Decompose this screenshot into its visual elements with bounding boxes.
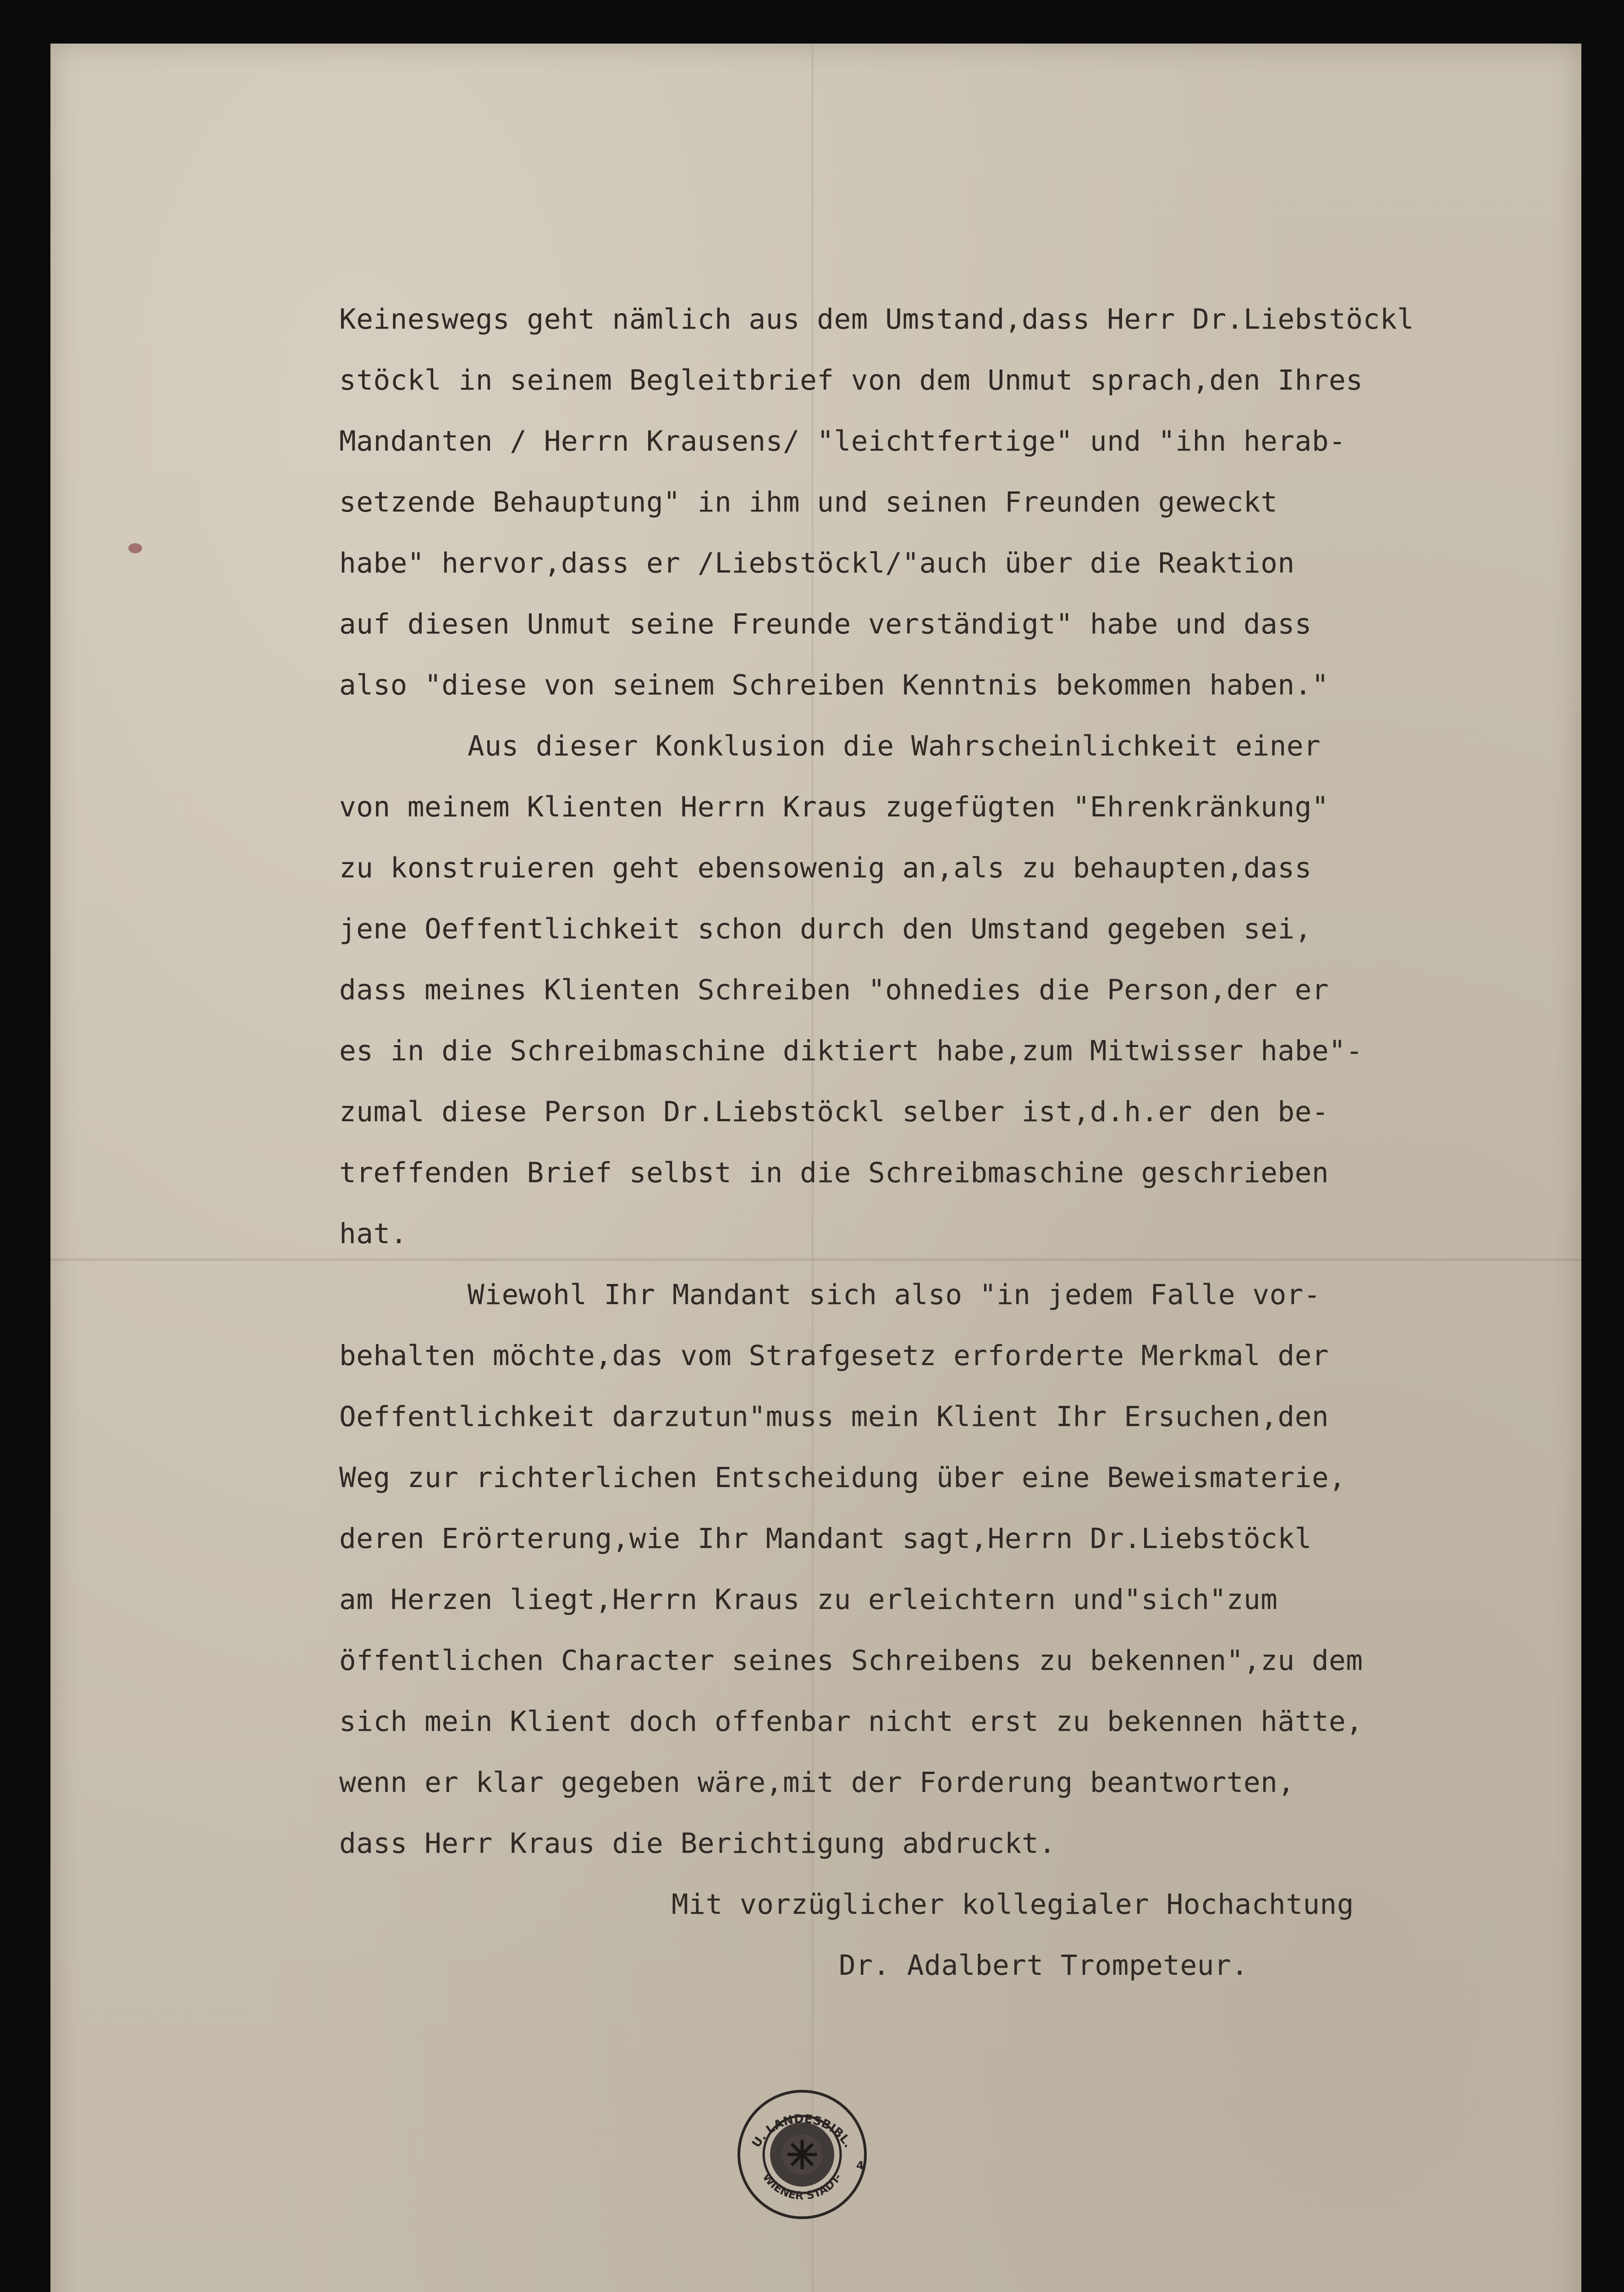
text-line: jene Oeffentlichkeit schon durch den Umstand gegeben sei,: [339, 913, 1312, 945]
text-line: setzende Behauptung" in ihm und seinen Freunden geweckt: [339, 486, 1278, 518]
paragraph-1: [339, 289, 1540, 716]
text-line: deren Erörterung,wie Ihr Mandant sagt,Herrn Dr.Liebstöckl: [339, 1522, 1312, 1555]
stamp-text-top: U. LANDESBIBL.: [749, 2112, 855, 2150]
text-line: wenn er klar gegeben wäre,mit der Forderung beantworten,: [339, 1766, 1295, 1799]
stamp-text-bottom: WIENER STADT-: [760, 2171, 844, 2203]
text-line: zumal diese Person Dr.Liebstöckl selber ist,d.h.er den be-: [339, 1096, 1329, 1128]
paragraph-2: [339, 716, 1540, 1264]
text-line: Keineswegs geht nämlich aus dem Umstand,dass Herr Dr.Liebstöckl: [339, 303, 1415, 336]
text-line: dass meines Klienten Schreiben "ohnedies die Person,der er: [339, 974, 1329, 1006]
text-line: Wiewohl Ihr Mandant sich also "in jedem Falle vor-: [468, 1278, 1321, 1311]
text-line: es in die Schreibmaschine diktiert habe,zum Mitwisser habe"-: [339, 1035, 1363, 1067]
text-line: treffenden Brief selbst in die Schreibmaschine geschrieben: [339, 1157, 1329, 1189]
text-line: sich mein Klient doch offenbar nicht erst zu bekennen hätte,: [339, 1705, 1363, 1738]
text-line: auf diesen Unmut seine Freunde verständigt" habe und dass: [339, 608, 1312, 640]
text-line: Oeffentlichkeit darzutun"muss mein Klient Ihr Ersuchen,den: [339, 1400, 1329, 1433]
library-stamp: [733, 2086, 871, 2223]
text-line: Mandanten / Herrn Krausens/ "leichtfertige" und "ihn herab-: [339, 425, 1346, 457]
closing-salutation: Mit vorzüglicher kollegialer Hochachtung: [672, 1888, 1354, 1921]
signature: Dr. Adalbert Trompeteur.: [839, 1949, 1249, 1982]
stamp-number: 4: [856, 2159, 864, 2172]
text-line: öffentlichen Character seines Schreibens zu bekennen",zu dem: [339, 1644, 1363, 1677]
ink-smudge: [128, 543, 142, 553]
text-line: von meinem Klienten Herrn Kraus zugefügten "Ehrenkränkung": [339, 791, 1329, 823]
text-line: hat.: [339, 1218, 407, 1250]
text-line: Weg zur richterlichen Entscheidung über eine Beweismaterie,: [339, 1461, 1346, 1494]
text-line: am Herzen liegt,Herrn Kraus zu erleichtern und"sich"zum: [339, 1583, 1278, 1616]
text-line: Aus dieser Konklusion die Wahrscheinlichkeit einer: [468, 730, 1321, 762]
paragraph-3: [339, 1264, 1540, 1874]
text-line: habe" hervor,dass er /Liebstöckl/"auch über die Reaktion: [339, 547, 1295, 579]
text-line: zu konstruieren geht ebensowenig an,als zu behaupten,dass: [339, 852, 1312, 884]
text-line: stöckl in seinem Begleitbrief von dem Unmut sprach,den Ihres: [339, 364, 1363, 397]
letter-body: [339, 289, 1540, 1996]
text-line: also "diese von seinem Schreiben Kenntnis bekommen haben.": [339, 669, 1329, 701]
text-line: dass Herr Kraus die Berichtigung abdruckt.: [339, 1827, 1056, 1860]
text-line: behalten möchte,das vom Strafgesetz erforderte Merkmal der: [339, 1339, 1329, 1372]
